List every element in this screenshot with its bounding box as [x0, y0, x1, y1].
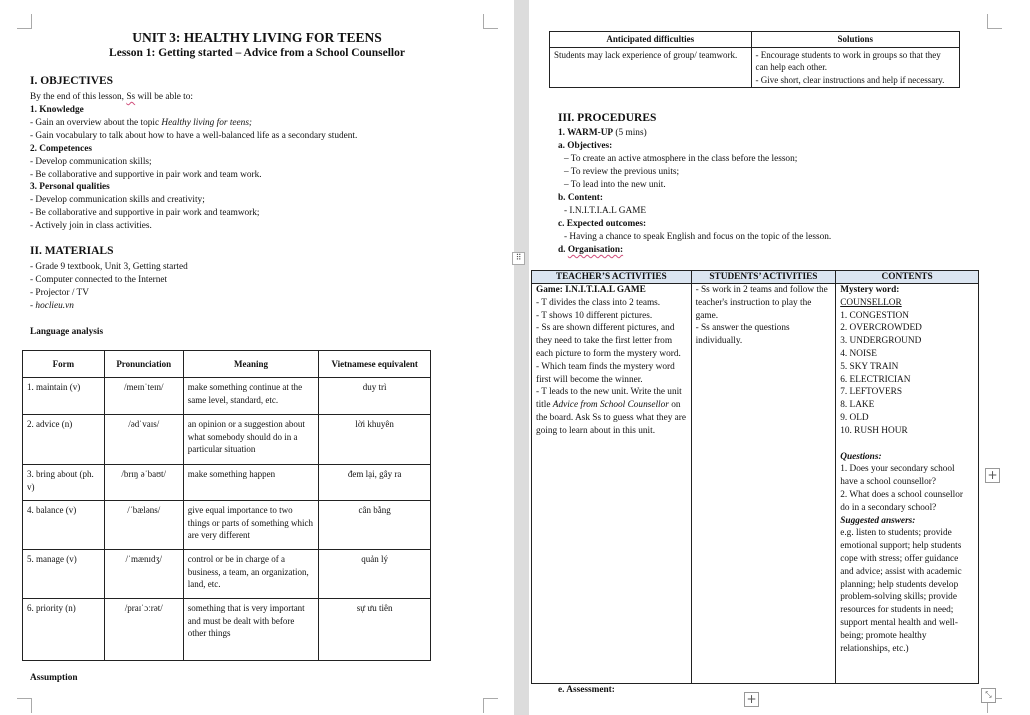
- knowledge-heading[interactable]: 1. Knowledge: [30, 105, 84, 115]
- teacher-line: - Ss are shown different pictures, and they need to take the first letter from each picture to form the mystery word.: [536, 323, 681, 359]
- header-form[interactable]: Form: [23, 351, 105, 378]
- text-run-bold: 1. WARM-UP: [558, 128, 614, 138]
- warmup-heading[interactable]: [558, 127, 647, 140]
- content-line[interactable]: - I.N.I.T.I.A.L GAME: [564, 206, 647, 216]
- header-solutions[interactable]: Solutions: [751, 32, 959, 48]
- page-gutter: [514, 0, 529, 715]
- teacher-line: - T shows 10 different pictures.: [536, 310, 653, 321]
- competences-line-1[interactable]: - Develop communication skills;: [30, 157, 152, 167]
- word-item: 2. OVERCROWDED: [840, 323, 922, 334]
- game-title: Game: I.N.I.T.I.A.L GAME: [536, 285, 646, 295]
- add-row-plus-icon[interactable]: +: [744, 692, 759, 707]
- vocabulary-row: [23, 415, 431, 465]
- crop-mark: [483, 698, 498, 713]
- vietnamese-cell[interactable]: lời khuyên: [319, 415, 431, 465]
- pronunciation-cell[interactable]: /ədˈvaɪs/: [104, 415, 183, 465]
- text-run-italic: Healthy living for teens;: [161, 118, 253, 128]
- qualities-line-1[interactable]: - Develop communication skills and creativity;: [30, 195, 205, 205]
- form-cell[interactable]: 6. priority (n): [23, 599, 105, 661]
- pronunciation-cell[interactable]: /brɪŋ əˈbaʊt/: [104, 465, 183, 501]
- meaning-cell[interactable]: make something continue at the same level, standard, etc.: [183, 378, 319, 415]
- crop-mark: [987, 14, 1002, 29]
- teacher-line: - T divides the class into 2 teams.: [536, 297, 661, 308]
- materials-line-2[interactable]: - Computer connected to the Internet: [30, 275, 168, 285]
- meaning-cell[interactable]: give equal importance to two things or parts of something which are very different: [183, 501, 319, 550]
- materials-heading[interactable]: II. MATERIALS: [30, 245, 114, 257]
- teacher-line-unit-title: [536, 386, 687, 437]
- outcomes-line[interactable]: - Having a chance to speak English and focus on the topic of the lesson.: [564, 232, 832, 242]
- anticipated-table[interactable]: [549, 31, 960, 88]
- spellcheck-word: Ss: [126, 92, 136, 102]
- spellcheck-word: Organisation:: [567, 245, 624, 255]
- materials-line-4[interactable]: - hoclieu.vn: [30, 301, 74, 311]
- objectives-intro[interactable]: [30, 91, 193, 104]
- table-move-handle-icon[interactable]: ⠿: [512, 252, 525, 265]
- header-meaning[interactable]: Meaning: [183, 351, 319, 378]
- form-cell[interactable]: 1. maintain (v): [23, 378, 105, 415]
- student-line: - Ss work in 2 teams and follow the teacher's instruction to play the game.: [695, 285, 828, 321]
- word-item: 4. NOISE: [840, 348, 877, 359]
- qualities-heading[interactable]: 3. Personal qualities: [30, 182, 110, 192]
- word-item: 7. LEFTOVERS: [840, 387, 903, 398]
- pronunciation-cell[interactable]: /ˈmænɪdʒ/: [104, 550, 183, 599]
- form-cell[interactable]: 2. advice (n): [23, 415, 105, 465]
- suggested-answers: e.g. listen to students; provide emotional support; help students cope with stress; offer guidance and advice; assist with academic planning; help students develop problem-solving skills; provide resources for students in need; support mental health and well-being; promote healthy relationships, etc.): [840, 528, 962, 654]
- teacher-activities-cell[interactable]: [532, 284, 692, 684]
- objective-line[interactable]: – To review the previous units;: [564, 167, 680, 177]
- meaning-cell[interactable]: make something happen: [183, 465, 319, 501]
- header-vietnamese[interactable]: Vietnamese equivalent: [319, 351, 431, 378]
- solution-cell[interactable]: [751, 47, 959, 88]
- header-anticipated[interactable]: Anticipated difficulties: [550, 32, 752, 48]
- outcomes-label[interactable]: c. Expected outcomes:: [558, 219, 647, 229]
- materials-line-1[interactable]: - Grade 9 textbook, Unit 3, Getting started: [30, 262, 188, 272]
- crop-mark: [483, 14, 498, 29]
- question-line: 1. Does your secondary school have a school counsellor?: [840, 464, 955, 488]
- content-label[interactable]: b. Content:: [558, 193, 603, 203]
- text-run: - Gain an overview about the topic: [30, 118, 162, 128]
- assumption-label[interactable]: Assumption: [30, 673, 78, 683]
- competences-line-2[interactable]: - Be collaborative and supportive in pair work and team work.: [30, 170, 262, 180]
- header-students-activities[interactable]: STUDENTS’ ACTIVITIES: [691, 271, 836, 284]
- text-run-italic: Advice from School Counsellor: [552, 400, 669, 411]
- knowledge-line-2[interactable]: - Gain vocabulary to talk about how to have a well-balanced life as a secondary student.: [30, 131, 358, 141]
- left-page: [0, 0, 514, 715]
- text-run: By the end of this lesson,: [30, 92, 127, 102]
- text-run: - T leads to the new unit. Write the unit title: [536, 387, 682, 411]
- solution-line: - Give short, clear instructions and help if necessary.: [755, 74, 945, 85]
- resize-handle-icon[interactable]: ⤡: [981, 688, 996, 703]
- pronunciation-cell[interactable]: /ˈbæləns/: [104, 501, 183, 550]
- anticipated-header-row: [550, 32, 960, 48]
- contents-cell[interactable]: [836, 284, 979, 684]
- objectives-label[interactable]: a. Objectives:: [558, 141, 613, 151]
- vocabulary-header-row: [23, 351, 431, 378]
- header-pronunciation[interactable]: Pronunciation: [104, 351, 183, 378]
- header-contents[interactable]: CONTENTS: [836, 271, 979, 284]
- vocabulary-row: [23, 550, 431, 599]
- procedures-heading[interactable]: III. PROCEDURES: [558, 112, 657, 124]
- crop-mark: [17, 14, 32, 29]
- difficulty-cell[interactable]: Students may lack experience of group/ teamwork.: [550, 47, 752, 88]
- students-activities-cell[interactable]: [691, 284, 836, 684]
- form-cell[interactable]: 4. balance (v): [23, 501, 105, 550]
- objective-line[interactable]: – To create an active atmosphere in the class before the lesson;: [564, 154, 798, 164]
- knowledge-line-1[interactable]: [30, 117, 252, 130]
- word-item: 8. LAKE: [840, 400, 875, 411]
- meaning-cell[interactable]: control or be in charge of a business, a team, an organization, land, etc.: [183, 550, 319, 599]
- vocabulary-row: [23, 465, 431, 501]
- vietnamese-cell[interactable]: đem lại, gây ra: [319, 465, 431, 501]
- vocabulary-row: [23, 501, 431, 550]
- mystery-word: COUNSELLOR: [840, 297, 902, 308]
- language-analysis-label[interactable]: Language analysis: [30, 327, 104, 337]
- vietnamese-cell[interactable]: cân bằng: [319, 501, 431, 550]
- word-item: 5. SKY TRAIN: [840, 361, 899, 372]
- meaning-cell[interactable]: something that is very important and must be dealt with before other things: [183, 599, 319, 661]
- text-run: d.: [558, 245, 568, 255]
- header-teacher-activities[interactable]: TEACHER’S ACTIVITIES: [532, 271, 692, 284]
- procedures-row: [532, 284, 979, 684]
- vietnamese-cell[interactable]: sự ưu tiên: [319, 599, 431, 661]
- assessment-label[interactable]: e. Assessment:: [558, 685, 615, 695]
- vietnamese-cell[interactable]: quản lý: [319, 550, 431, 599]
- pronunciation-cell[interactable]: /meɪnˈteɪn/: [104, 378, 183, 415]
- doc-subtitle[interactable]: Lesson 1: Getting started – Advice from a School Counsellor: [109, 47, 405, 59]
- suggested-heading: Suggested answers:: [840, 515, 916, 526]
- word-item: 10. RUSH HOUR: [840, 425, 908, 436]
- objectives-heading[interactable]: I. OBJECTIVES: [30, 75, 114, 87]
- vocabulary-table[interactable]: [22, 350, 431, 661]
- qualities-line-3[interactable]: - Actively join in class activities.: [30, 221, 152, 231]
- word-item: 9. OLD: [840, 412, 869, 423]
- organisation-label[interactable]: [558, 244, 623, 257]
- question-line: 2. What does a school counsellor do in a secondary school?: [840, 489, 963, 513]
- add-column-plus-icon[interactable]: +: [985, 468, 1000, 483]
- procedures-table[interactable]: [531, 270, 979, 684]
- vocabulary-row: [23, 378, 431, 415]
- qualities-line-2[interactable]: - Be collaborative and supportive in pair work and teamwork;: [30, 208, 260, 218]
- word-item: 3. UNDERGROUND: [840, 336, 922, 347]
- word-item: 1. CONGESTION: [840, 310, 909, 321]
- crop-mark: [17, 698, 32, 713]
- right-page: [529, 0, 1030, 715]
- form-cell[interactable]: 3. bring about (ph. v): [23, 465, 105, 501]
- doc-title[interactable]: UNIT 3: HEALTHY LIVING FOR TEENS: [132, 30, 382, 45]
- word-item: 6. ELECTRICIAN: [840, 374, 911, 385]
- form-cell[interactable]: 5. manage (v): [23, 550, 105, 599]
- materials-line-3[interactable]: - Projector / TV: [30, 288, 89, 298]
- objective-line[interactable]: – To lead into the new unit.: [564, 180, 666, 190]
- questions-heading: Questions:: [840, 451, 882, 462]
- meaning-cell[interactable]: an opinion or a suggestion about what somebody should do in a particular situation: [183, 415, 319, 465]
- text-run: on the board. Ask Ss to guess what they are going to learn about in this unit.: [536, 400, 687, 436]
- text-run: (5 mins): [613, 128, 647, 138]
- competences-heading[interactable]: 2. Competences: [30, 144, 92, 154]
- teacher-line: - Which team finds the mystery word first will become the winner.: [536, 361, 675, 385]
- student-line: - Ss answer the questions individually.: [695, 323, 790, 347]
- text-run: will be able to:: [135, 92, 193, 102]
- spacer: [840, 438, 974, 451]
- anticipated-row: [550, 47, 960, 88]
- vietnamese-cell[interactable]: duy trì: [319, 378, 431, 415]
- vocabulary-row: [23, 599, 431, 661]
- procedures-header-row: [532, 271, 979, 284]
- mystery-heading: Mystery word:: [840, 285, 900, 295]
- solution-line: - Encourage students to work in groups so that they can help each other.: [755, 49, 941, 72]
- pronunciation-cell[interactable]: /praɪˈɔːrət/: [104, 599, 183, 661]
